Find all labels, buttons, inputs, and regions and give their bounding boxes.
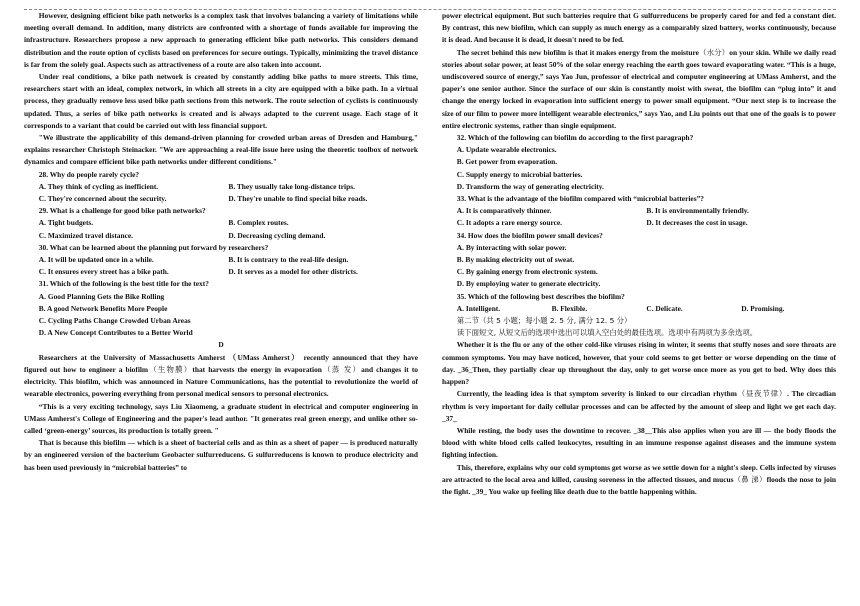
option-28b: B. They usually take long-distance trips. (228, 181, 355, 191)
option-34d: D. By employing water to generate electricity. (456, 279, 601, 289)
option-30d: D. It serves as a model for other districts. (228, 267, 358, 277)
option-32b: B. Get power from evaporation. (456, 157, 558, 167)
passage-d-p1-cn-biofilm: （生物膜） (148, 364, 193, 374)
option-30a: A. It will be updated once in a while. (38, 255, 154, 265)
top-dashed-rule (24, 9, 836, 10)
cloze-paragraph-1: Whether it is the flu or any of the other cold-like viruses rising in winter, it seems that stuffy noses and sore throats are common symptoms. You may have noticed, however, that your cold seems to get better or worse depending on the time of day. _36_Then, they partially clear up throughout the day, only to get worse once more as you get to bed. Why does this happen? (442, 340, 836, 387)
option-32c: C. Supply energy to microbial batteries. (456, 169, 583, 179)
cloze-paragraph-3: While resting, the body uses the downtime to recover. _38__This also applies when you are ill — the body floods the blood with white blood cells called leukocytes, resulting in an immune response against diseases and the immune system fighting infection. (442, 425, 836, 460)
option-31d: D. A New Concept Contributes to a Better World (38, 328, 193, 338)
option-34c: C. By gaining energy from electronic system. (456, 267, 598, 277)
cloze-p4-part-a: This, therefore, explains why our cold symptoms get worse as we settle down for a night's sleep. Cells infected by viruses are attracted to the local area and killed, causing soreness in the affected tissues, and mucus (442, 462, 836, 484)
option-34a: A. By interacting with solar power. (456, 242, 567, 252)
option-28c: C. They're concerned about the security. (38, 194, 167, 204)
question-35: 35. Which of the following best describes the biofilm? (456, 291, 625, 301)
section-2-title: 第二节（共 5 小题；每小题 2. 5 分, 满分 12. 5 分） (456, 316, 632, 326)
option-29b: B. Complex routes. (228, 218, 289, 228)
option-32d: D. Transform the way of generating electricity. (456, 181, 604, 191)
option-35a: A. Intelligent. (456, 303, 501, 313)
cloze-p2-part-a: Currently, the leading idea is that symptom severity is linked to our circadian rhythm (456, 389, 737, 399)
passage-d-paragraph-3-continued: power electrical equipment. But such batteries require that G sulfurreducens be properly cared for and fed a constant diet. By contrast, this new biofilm, which can supply as much energy as a comparably sized battery, works continuously, because it is dead. And because it is dead, it doesn't need to be fed. (442, 11, 836, 45)
question-29-options-row-2 (24, 230, 418, 242)
passage-d-p1-part-a: Researchers at the University of Massachusetts Amherst （UMass Amherst） recently announced that they have figured out how to engineer a biofilm (24, 352, 418, 374)
question-34: 34. How does the biofilm power small devices? (456, 230, 603, 240)
question-31: 31. Which of the following is the best title for the text? (38, 279, 209, 289)
option-35d: D. Promising. (741, 303, 785, 313)
option-33a: A. It is comparatively thinner. (456, 206, 552, 216)
option-33d: D. It decreases the cost in usage. (646, 218, 748, 228)
question-28-options-row-1 (24, 181, 418, 193)
passage-d-p4-part-a: The secret behind this new biofilm is that it makes energy from the moisture (456, 47, 699, 57)
option-33c: C. It adopts a rare energy source. (456, 218, 563, 228)
passage-d-p1-part-c: and changes it to electricity. This biofilm, which was announced in Nature Communications, has the potential to revolutionize the world of wearable electronics, powering everything from personal medical sensors to personal electronics. (24, 364, 418, 399)
option-34b: B. By making electricity out of sweat. (456, 255, 575, 265)
question-33: 33. What is the advantage of the biofilm compared with “microbial batteries”? (456, 194, 704, 204)
passage-d-paragraph-3: That is because this biofilm — which is a sheet of bacterial cells and as thin as a sheet of paper — is produced naturally by an engineered version of the bacterium Geobacter sulfurreducens. G sulfurreducens is known to produce electricity and has been used previously in “microbial batteries” to (24, 438, 418, 472)
passage-c-paragraph-1: However, designing efficient bike path networks is a complex task that involves balancing a variety of limitations while meeting overall demand. In addition, many districts are confronted with a shortage of funds available for improving the infrastructure. Researchers propose a new approach to generating efficient bike path networks. This considers demand distribution and the route option of cyclists based on preferences for secure outings. Typically, minimizing the travel distance is far from the solely goal. Aspects such as attractiveness of a route are also taken into account. (24, 11, 418, 69)
cloze-paragraph-4 (442, 462, 836, 499)
option-35b: B. Flexible. (551, 303, 588, 313)
question-29-options-row-1 (24, 217, 418, 229)
option-30c: C. It ensures every street has a bike path. (38, 267, 169, 277)
option-29a: A. Tight budgets. (38, 218, 94, 228)
passage-d-p4-cn-moisture: （水分） (698, 47, 730, 57)
option-31b: B. A good Network Benefits More People (38, 303, 168, 313)
option-32a: A. Update wearable electronics. (456, 145, 557, 155)
option-29d: D. Decreasing cycling demand. (228, 230, 326, 240)
cloze-p2-cn-circadian: （昼夜节律） (736, 389, 788, 399)
option-30b: B. It is contrary to the real-life design. (228, 255, 349, 265)
question-35-options-row (442, 303, 836, 315)
cloze-paragraph-2 (442, 388, 836, 425)
right-column (442, 10, 836, 606)
left-column (24, 10, 418, 606)
passage-d-paragraph-2: “This is a very exciting technology, says Liu Xiaomeng, a graduate student in electrical and computer engineering in UMass Amherst's College of Engineering and the paper's lead author. "It generates real green energy, and unlike other so-called ‘green-energy’ sources, its production is totally green. " (24, 401, 418, 435)
question-30-options-row-1 (24, 254, 418, 266)
option-28d: D. They're unable to find special bike roads. (228, 194, 368, 204)
passage-d-p1-cn-evaporation: （蒸 发） (321, 364, 362, 374)
question-32: 32. Which of the following can biofilm do according to the first paragraph? (456, 133, 694, 143)
passage-d-paragraph-4 (442, 47, 836, 132)
question-29: 29. What is a challenge for good bike path networks? (38, 206, 206, 216)
passage-c-paragraph-2: Under real conditions, a bike path network is created by constantly adding bike paths to more streets. This time, researchers start with an ideal, complex network, in which all streets in a city are equipped with a bike path. In a virtual process, they gradually remove less used bike path sections from this network. The route selection of cyclists is continuously updated. Thus, a series of bike path networks is created and is always adapted to the current usage. Each stage of it corresponds to a variant that could be carried out with less financial support. (24, 72, 418, 130)
question-28-options-row-2 (24, 193, 418, 205)
section-d-heading: D (218, 340, 224, 350)
passage-d-p4-part-b: on your skin. While we daily read stories about solar power, at least 50% of the solar energy reaching the earth goes toward evaporating water. “This is a huge, undiscovered source of energy,” says Yao Jun, professor of electrical and computer engineering at UMass Amherst, and the paper's one senior author. Since the surface of our skin is constantly moist with sweat, the biofilm can “plug into” it and change the energy locked in evaporation into sufficient energy to power small equipment. “Our next step is to increase the size of our film to power more intelligent wearable electronics,” says Yao, and Liu points out that one of the goals is to power entire electronic systems, rather than single equipment. (442, 47, 836, 130)
cloze-p4-cn-mucus: （鼻 涕） (733, 474, 767, 484)
option-35c: C. Delicate. (646, 303, 683, 313)
passage-d-paragraph-1 (24, 352, 418, 401)
cloze-p4-part-b: floods the nose to join the fight. _39_ You wake up feeling like death due to the battle happening within. (442, 474, 836, 496)
option-28a: A. They think of cycling as inefficient. (38, 181, 159, 191)
passage-c-paragraph-3: "We illustrate the applicability of this demand-driven planning for crowded urban areas of Dresden and Hamburg," explains researcher Christoph Steinacker. "We are approaching a real-life issue here using the theoretic toolbox of network dynamics and compare efficient bike path networks under different conditions." (24, 133, 418, 167)
option-31c: C. Cycling Paths Change Crowded Urban Areas (38, 316, 191, 326)
question-30-options-row-2 (24, 266, 418, 278)
option-33b: B. It is environmentally friendly. (646, 206, 749, 216)
passage-d-p1-part-b: that harvests the energy in evaporation (192, 364, 322, 374)
cloze-p2-part-b: . The circadian rhythm is very important for daily cellular processes and can be affected by the amount of sleep and light we get each day. _37_ (442, 389, 836, 423)
question-28: 28. Why do people rarely cycle? (38, 169, 140, 179)
question-33-options-row-2 (442, 217, 836, 229)
option-31a: A. Good Planning Gets the Bike Rolling (38, 291, 165, 301)
section-2-instructions: 读下面短文, 从短文后的选项中选出可以填入空白处的最佳选项。选项中有两项为多余选项。 (456, 328, 758, 338)
option-29c: C. Maximized travel distance. (38, 230, 134, 240)
question-33-options-row-1 (442, 205, 836, 217)
question-30: 30. What can be learned about the planning put forward by researchers? (38, 242, 269, 252)
